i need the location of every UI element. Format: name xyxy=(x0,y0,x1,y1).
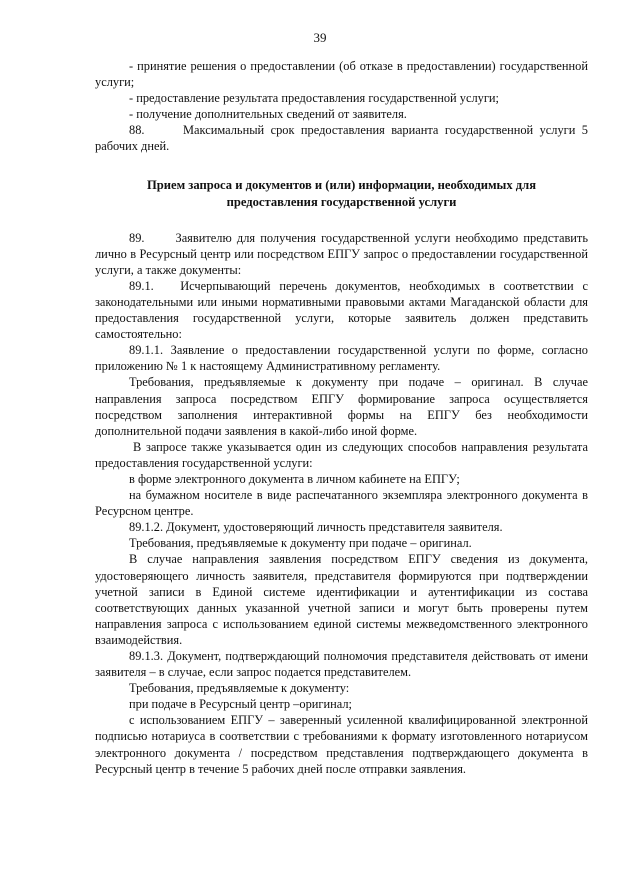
paragraph-requirements-2: Требования, предъявляемые к документу при подаче – оригинал. xyxy=(129,536,472,551)
intro-line-1: - принятие решения о предоставлении (об отказе в предоставлении) государственной услуги; xyxy=(95,59,588,90)
paragraph-89-1-2: 89.1.2. Документ, удостоверяющий личность представителя заявителя. xyxy=(129,520,503,535)
list-item-paper: на бумажном носителе в виде распечатанного экземпляра электронного документа в Ресурсном центре. xyxy=(95,488,588,519)
intro-line-3: - получение дополнительных сведений от заявителя. xyxy=(129,107,407,122)
list-item-resource-center: при подаче в Ресурсный центр –оригинал; xyxy=(129,697,352,712)
paragraph-epgu-identity: В случае направления заявления посредством ЕПГУ сведения из документа, удостоверяющего личность заявителя, представителя формируются при подтверждении учетной записи в Единой системе идентификации и аутентификации из состава соответствующих данных указанной учетной записи и могут быть проверены путем направления запроса с использованием единой системы межведомственного электронного взаимодействия. xyxy=(95,552,588,647)
paragraph-88: 88. Максимальный срок предоставления варианта государственной услуги 5 рабочих дней. xyxy=(95,123,588,154)
section-heading xyxy=(95,177,588,212)
document-body xyxy=(95,58,588,777)
paragraph-89: 89. Заявителю для получения государственной услуги необходимо представить лично в Ресурсный центр или посредством ЕПГУ запрос о предоставлении государственной услуги, а также документы: xyxy=(95,230,588,277)
paragraph-requirements-3: Требования, предъявляемые к документу: xyxy=(129,681,350,696)
section-heading-line-1: Прием запроса и документов и (или) информации, необходимых для xyxy=(146,177,537,192)
page-number: 39 xyxy=(313,30,327,45)
paragraph-89-1-1: 89.1.1. Заявление о предоставлении государственной услуги по форме, согласно приложению № 1 к настоящему Административному регламенту. xyxy=(95,343,588,374)
section-heading-line-2: предоставления государственной услуги xyxy=(226,195,457,210)
list-item-electronic: в форме электронного документа в личном кабинете на ЕПГУ; xyxy=(129,471,460,486)
list-item-epgu-signature: с использованием ЕПГУ – заверенный усиленной квалифицированной электронной подписью нотариуса в соответствии с требованиями к формату изготовленного нотариусом электронного документа / посредством представления подтверждающего документа в Ресурсный центр в течение 5 рабочих дней после отправки заявления. xyxy=(95,713,588,776)
intro-line-2: - предоставление результата предоставления государственной услуги; xyxy=(129,91,499,106)
paragraph-delivery-methods: В запросе также указывается один из следующих способов направления результата предоставления государственной услуги: xyxy=(95,439,588,470)
paragraph-89-1: 89.1. Исчерпывающий перечень документов, необходимых в соответствии с законодательными или иными нормативными правовыми актами Магаданской области для предоставления государственной услуги, которые заявитель должен представить самостоятельно: xyxy=(95,278,588,342)
paragraph-requirements-1: Требования, предъявляемые к документу при подаче – оригинал. В случае направления запроса посредством ЕПГУ формирование запроса осуществляется посредством заполнения интерактивной формы на ЕПГУ без необходимости дополнительной подачи заявления в какой-либо иной форме. xyxy=(95,375,588,438)
paragraph-89-1-3: 89.1.3. Документ, подтверждающий полномочия представителя действовать от имени заявителя – в случае, если запрос подается представителем. xyxy=(95,649,588,680)
